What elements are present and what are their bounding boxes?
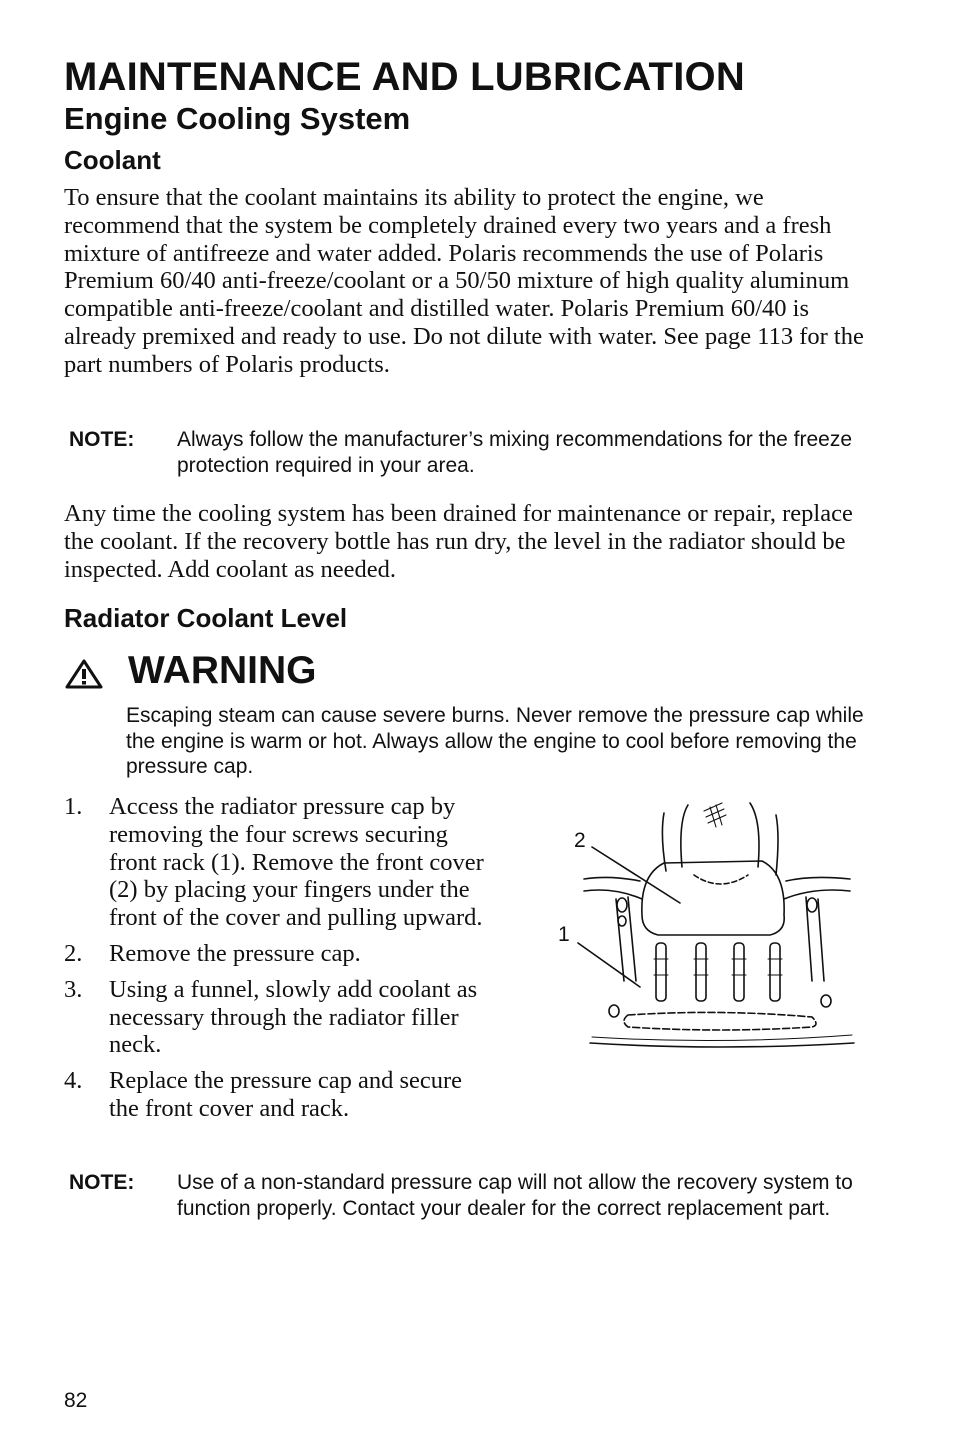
step-number: 3. [64, 975, 83, 1003]
page-number: 82 [64, 1389, 88, 1412]
step-item [64, 793, 484, 932]
handlebar-frame [662, 813, 778, 875]
leader-line-1 [578, 943, 640, 987]
radiator-figure [550, 795, 860, 1055]
step-text: Using a funnel, slowly add coolant as necessary through the radiator filler neck. [109, 975, 478, 1059]
step-text: Replace the pressure cap and secure the front cover and rack. [109, 1067, 463, 1122]
callout-1: 1 [558, 923, 570, 946]
step-text: Remove the pressure cap. [109, 939, 361, 967]
ground-line [590, 1043, 854, 1047]
front-rack [616, 897, 824, 1001]
front-bumper [624, 1012, 816, 1030]
step-text: Access the radiator pressure cap by removing the four screws securing front rack (1). Remove the front cover (2) by placing your fingers under the front of the cover and pulling upward. [109, 793, 484, 932]
warning-title: WARNING [128, 649, 317, 692]
page-title: MAINTENANCE AND LUBRICATION [64, 55, 745, 99]
drain-paragraph: Any time the cooling system has been drained for maintenance or repair, replace the coolant. If the recovery bottle has run dry, the level in the radiator should be inspected. Add coolant as needed. [64, 500, 853, 583]
headlight-mesh [704, 803, 726, 827]
leader-line-2 [592, 847, 680, 903]
note-label: NOTE: [69, 1171, 135, 1194]
note-text: Use of a non-standard pressure cap will not allow the recovery system to function properly. Contact your dealer for the correct replacement part. [177, 1171, 853, 1220]
step-number: 2. [64, 939, 83, 967]
radiator-heading: Radiator Coolant Level [64, 603, 348, 633]
step-item [64, 976, 484, 1059]
section-title: Engine Cooling System [64, 101, 411, 136]
coolant-heading: Coolant [64, 145, 161, 175]
steps-list [64, 793, 484, 1131]
step-number: 4. [64, 1067, 83, 1095]
cover-seam [694, 875, 748, 884]
step-number: 1. [64, 793, 83, 820]
callout-2: 2 [574, 829, 586, 852]
front-cover [642, 861, 784, 935]
warning-triangle-icon [64, 659, 104, 689]
steering-post [681, 803, 759, 867]
coolant-paragraph: To ensure that the coolant maintains its ability to protect the engine, we recommend that the system be completely drained every two years and a fresh mixture of antifreeze and water added. Polaris recommends the use of Polaris Premium 60/40 anti-freeze/coolant or a 50/50 mixture of high quality aluminum compatible anti-freeze/coolant and distilled water. Polaris Premium 60/40 is already premixed and ready to use. Do not dilute with water. See page 113 for the part numbers of Polaris products. [64, 184, 864, 378]
note-text: Always follow the manufacturer’s mixing recommendations for the freeze protection required in your area. [177, 428, 853, 477]
note-label: NOTE: [69, 428, 135, 451]
fender-top [584, 877, 850, 881]
step-item [64, 940, 484, 968]
warning-text: Escaping steam can cause severe burns. Never remove the pressure cap while the engine is warm or hot. Always allow the engine to cool before removing the pressure cap. [126, 704, 864, 778]
step-item [64, 1067, 484, 1123]
bumper-edge [592, 1035, 852, 1041]
